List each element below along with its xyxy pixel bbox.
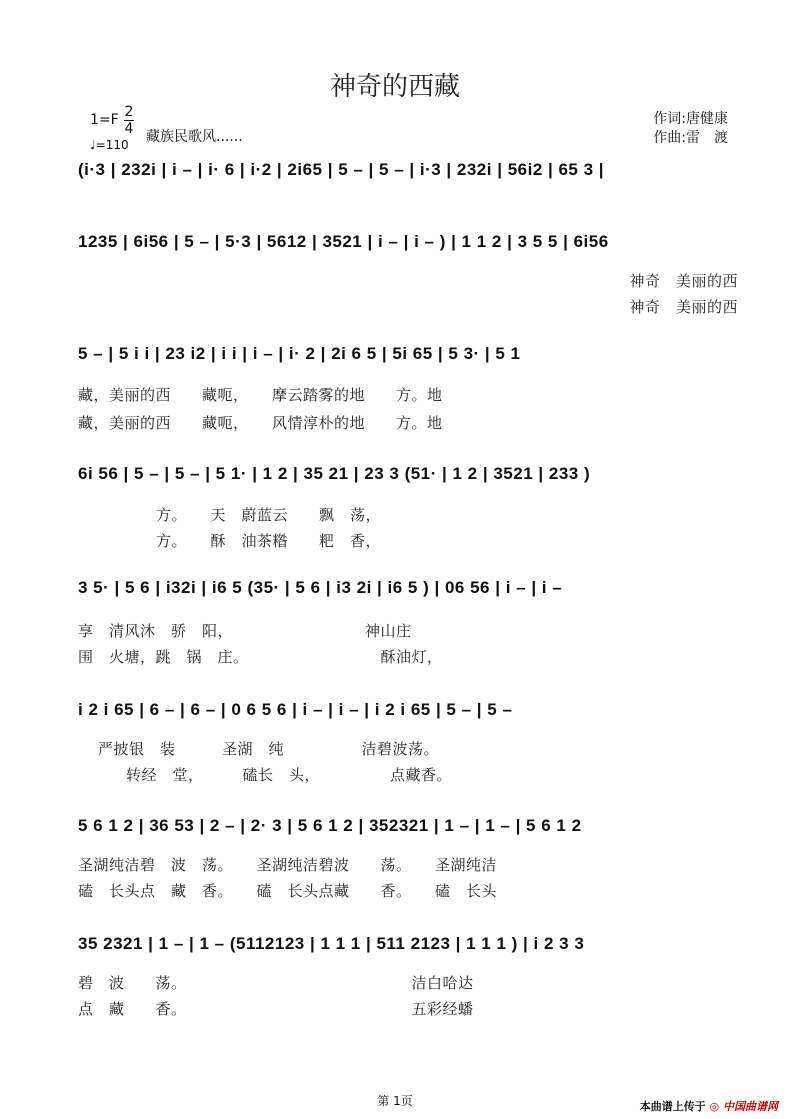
staff-notes: 35 2321 | 1 – | 1 – (5112123 | 1 1 1 | 511 2123 | 1 1 1 ) | i 2 3 3 xyxy=(78,934,585,953)
staff-line-7 xyxy=(78,816,738,836)
lyric-line-5-verse-1: 享 清风沐 骄 阳， 神山庄 xyxy=(78,622,412,640)
lyric-line-8-verse-2: 点 藏 香。 五彩经蟠 xyxy=(78,1000,474,1018)
score-title: 神奇的西藏 xyxy=(329,72,460,102)
staff-notes: 6i 56 | 5 – | 5 – | 5 1· | 1 2 | 35 21 | 23 3 (51· | 1 2 | 3521 | 233 ) xyxy=(78,464,591,483)
lyric-line-8-verse-1: 碧 波 荡。 洁白哈达 xyxy=(78,974,474,992)
lyric-line-6-verse-2: 转经 堂， 磕长 头， 点藏香。 xyxy=(126,766,453,784)
site-logo-icon: ◎ xyxy=(709,1100,720,1113)
lyric-line-7-verse-1: 圣湖纯洁碧 波 荡。 圣湖纯洁碧波 荡。 圣湖纯洁 xyxy=(78,856,498,874)
lyric-line-7-verse-2: 磕 长头点 藏 香。 磕 长头点藏 香。 磕 长头 xyxy=(78,882,498,900)
tempo-marking xyxy=(90,138,129,152)
lyric-line-2-verse-1: 神奇 美丽的西 xyxy=(629,272,738,290)
time-signature-bottom: 4 xyxy=(124,121,134,137)
lyric-line-6-verse-1: 严披银 装 圣湖 纯 洁碧波荡。 xyxy=(98,740,440,758)
lyric-line-4-verse-2: 方。 酥 油茶糌 粑 香， xyxy=(156,532,382,550)
staff-notes: (i·3 | 232i | i – | i· 6 | i·2 | 2i65 | 5 – | 5 – | i·3 | 232i | 56i2 | 65 3 | xyxy=(78,160,605,179)
lyricist: 作词:唐健康 xyxy=(653,111,728,127)
style-marking: 藏族民歌风...... xyxy=(146,129,243,145)
staff-notes: 3 5· | 5 6 | i32i | i6 5 (35· | 5 6 | i3 2i | i6 5 ) | 06 56 | i – | i – xyxy=(78,578,563,597)
staff-line-2 xyxy=(78,232,738,252)
tempo-value: =110 xyxy=(95,138,129,152)
time-signature-top: 2 xyxy=(124,104,134,120)
quarter-note-icon: ♩ xyxy=(90,138,96,152)
lyric-line-2-verse-2: 神奇 美丽的西 xyxy=(629,298,738,316)
footer-brand: 中国曲谱网 xyxy=(723,1100,778,1113)
credits xyxy=(653,110,728,148)
footer-prefix: 本曲谱上传于 xyxy=(639,1100,706,1113)
lyric-line-5-verse-2: 围 火塘，跳 锅 庄。 酥油灯， xyxy=(78,648,443,666)
lyric-line-3-verse-1: 藏，美丽的西 藏呃， 摩云踏雾的地 方。地 xyxy=(78,386,443,404)
staff-notes: 1235 | 6i56 | 5 – | 5·3 | 5612 | 3521 | i – | i – ) | 1 1 2 | 3 5 5 | 6i56 xyxy=(78,232,609,251)
lyric-line-4-verse-1: 方。 天 蔚蓝云 飘 荡， xyxy=(156,506,382,524)
staff-notes: i 2 i 65 | 6 – | 6 – | 0 6 5 6 | i – | i – | i 2 i 65 | 5 – | 5 – xyxy=(78,700,513,719)
staff-line-6 xyxy=(78,700,738,720)
staff-notes: 5 6 1 2 | 36 53 | 2 – | 2· 3 | 5 6 1 2 | 352321 | 1 – | 1 – | 5 6 1 2 xyxy=(78,816,582,835)
staff-line-5 xyxy=(78,578,738,598)
composer: 作曲:雷 渡 xyxy=(653,130,728,146)
staff-notes: 5 – | 5 i i | 23 i2 | i i | i – | i· 2 | 2i 6 5 | 5i 65 | 5 3· | 5 1 xyxy=(78,344,521,363)
page-number: 第 1页 xyxy=(377,1094,413,1108)
staff-line-3 xyxy=(78,344,738,364)
staff-line-1 xyxy=(78,160,738,180)
time-signature xyxy=(124,104,134,137)
staff-line-8 xyxy=(78,934,738,954)
staff-line-4 xyxy=(78,464,738,484)
footer-credit xyxy=(640,1098,778,1114)
lyric-line-3-verse-2: 藏，美丽的西 藏呃， 风情淳朴的地 方。地 xyxy=(78,414,443,432)
key-signature: 1=F xyxy=(90,112,119,128)
